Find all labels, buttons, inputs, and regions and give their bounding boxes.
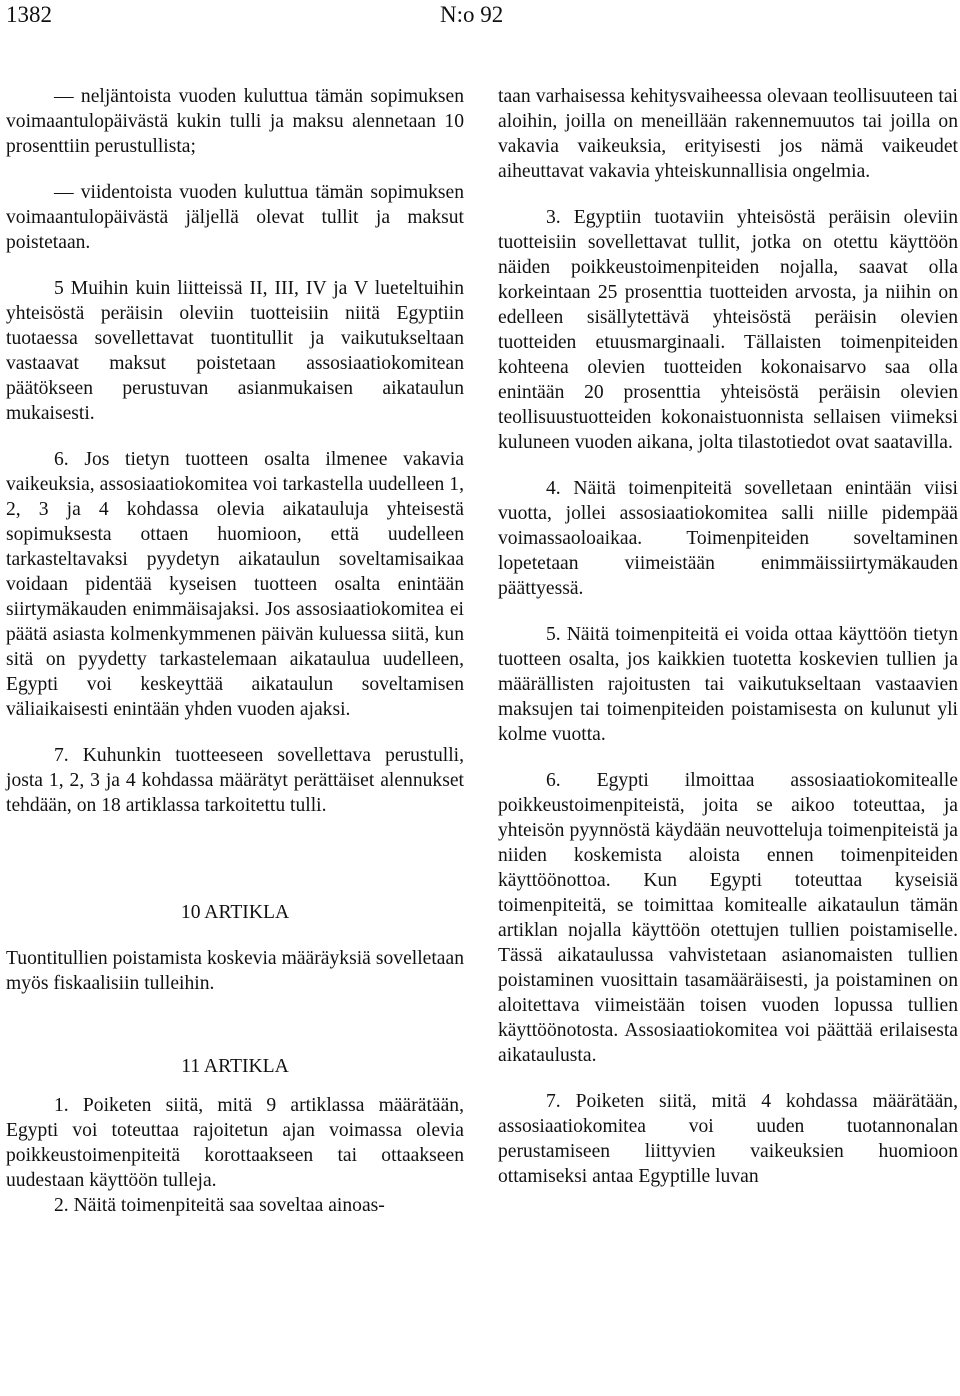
article-11-point-3: 3. Egyptiin tuotaviin yhteisöstä peräisin oleviin tuotteisiin sovellettavat tullit, jotka on otettu käyttöön näiden poikkeustoimenpiteiden nojalla, saavat olla korkeintaan 25 prosenttia tuotteiden arvosta, ja niihin on edelleen sisällytettävä yhteisöstä peräisin olevien tuotteiden etuusmarginaali. Tällaisten toimenpiteiden kohteena olevien tuotteiden kokonaisarvo saa olla enintään 20 prosenttia yhteisöstä peräisin olevien teollisuustuotteiden kokonaistuonnista sellaisen viimeksi kuluneen vuoden aikana, jolta tilastotiedot ovat saatavilla. <box>498 207 958 453</box>
paragraph-dash-2: — viidentoista vuoden kuluttua tämän sopimuksen voimaantulopäivästä jäljellä olevat tullit ja maksut poistetaan. <box>6 182 464 253</box>
article-11-point-4: 4. Näitä toimenpiteitä sovelletaan enintään viisi vuotta, jollei assosiaatiokomitea salli niille pidempää voimassaoloaikaa. Toimenpiteiden soveltaminen lopetetaan viimeistään enimmäissiirtymäkauden päättyessä. <box>498 478 958 599</box>
page-header <box>0 0 960 40</box>
article-11-point-1: 1. Poiketen siitä, mitä 9 artiklassa määrätään, Egypti voi toteuttaa rajoitetun ajan voimassa olevia poikkeustoimenpiteitä korottaakseen tai ottaakseen uudestaan käyttöön tulleja. <box>6 1095 464 1191</box>
article-11-point-5: 5. Näitä toimenpiteitä ei voida ottaa käyttöön tietyn tuotteen osalta, jos kaikkien tuotetta koskevien tullien ja määrällisten rajoitusten tai vaikutukseltaan vastaavien maksujen tai toimenpiteiden poistamisesta on kulunut yli kolme vuotta. <box>498 624 958 745</box>
right-column <box>498 84 958 1189</box>
paragraph-continuation: taan varhaisessa kehitysvaiheessa olevaan teollisuuteen tai aloihin, joilla on meneillään rakennemuutos tai joilla on vakavia vaikeuksia, erityisesti jos nämä vaikeudet aiheuttavat vakavia yhteiskunnallisia ongelmia. <box>498 86 958 182</box>
article-11-heading: 11 ARTIKLA <box>181 1056 289 1077</box>
article-11-point-2: 2. Näitä toimenpiteitä saa soveltaa ainoas- <box>54 1195 385 1216</box>
article-10-text: Tuontitullien poistamista koskevia määräyksiä sovelletaan myös fiskaalisiin tulleihin. <box>6 948 464 994</box>
paragraph-point-5: 5 Muihin kuin liitteissä II, III, IV ja V lueteltuihin yhteisöstä peräisin oleviin tuotteisiin niitä Egyptiin tuotaessa sovellettavat tuontitullit ja vaikutukseltaan vastaavat maksut poistetaan assosiaatiokomitean päätökseen perustuvan asianmukaisen aikataulun mukaisesti. <box>6 278 464 424</box>
article-11-point-7: 7. Poiketen siitä, mitä 4 kohdassa määrätään, assosiaatiokomitea voi uuden tuotannonalan perustamiseen liittyvien vaikeuksien huomioon ottamiseksi antaa Egyptille luvan <box>498 1091 958 1187</box>
paragraph-point-7: 7. Kuhunkin tuotteeseen sovellettava perustulli, josta 1, 2, 3 ja 4 kohdassa määrätyt perättäiset alennukset tehdään, on 18 artiklassa tarkoitettu tulli. <box>6 745 464 816</box>
page-number: 1382 <box>6 2 52 27</box>
article-11-point-6: 6. Egypti ilmoittaa assosiaatiokomitealle poikkeustoimenpiteistä, joita se aikoo toteuttaa, ja yhteisön pyynnöstä käydään neuvotteluja toimenpiteistä ja niiden koskemista aloista ennen toimenpiteiden käyttöönottoa. Kun Egypti toteuttaa kyseisiä toimenpiteitä, se toimittaa komitealle aikataulun tämän artiklan nojalla käyttöön otettujen tullien poistamiselle. Tässä aikataulussa vahvistetaan asianomaisten tullien poistaminen vuosittain tasamääräisesti, ja poistaminen on aloitettava viimeistään toisen vuoden lopussa tullien käyttöönotosta. Assosiaatiokomitea voi päättää erilaisesta aikataulusta. <box>498 770 958 1066</box>
issue-number: N:o 92 <box>440 2 504 27</box>
article-10-heading: 10 ARTIKLA <box>180 902 290 923</box>
left-column <box>6 84 464 1218</box>
paragraph-dash-1: — neljäntoista vuoden kuluttua tämän sopimuksen voimaantulopäivästä kukin tulli ja maksu alennetaan 10 prosenttiin perustullista; <box>6 86 464 157</box>
paragraph-point-6: 6. Jos tietyn tuotteen osalta ilmenee vakavia vaikeuksia, assosiaatiokomitea voi tarkastella uudelleen 1, 2, 3 ja 4 kohdassa olevia aikatauluja yhteisestä sopimuksesta ottaen huomioon, että uudelleen tarkasteltavaksi pyydetyn aikataulun soveltamisaikaa voidaan pidentää kyseisen tuotteen osalta enintään siirtymäkauden enimmäisajaksi. Jos assosiaatiokomitea ei päätä asiasta kolmenkymmenen päivän kuluessa siitä, kun sitä on pyydetty tarkastelemaan aikataulua uudelleen, Egypti voi keskeyttää aikataulun soveltamisen väliaikaisesti enintään yhden vuoden ajaksi. <box>6 449 464 720</box>
